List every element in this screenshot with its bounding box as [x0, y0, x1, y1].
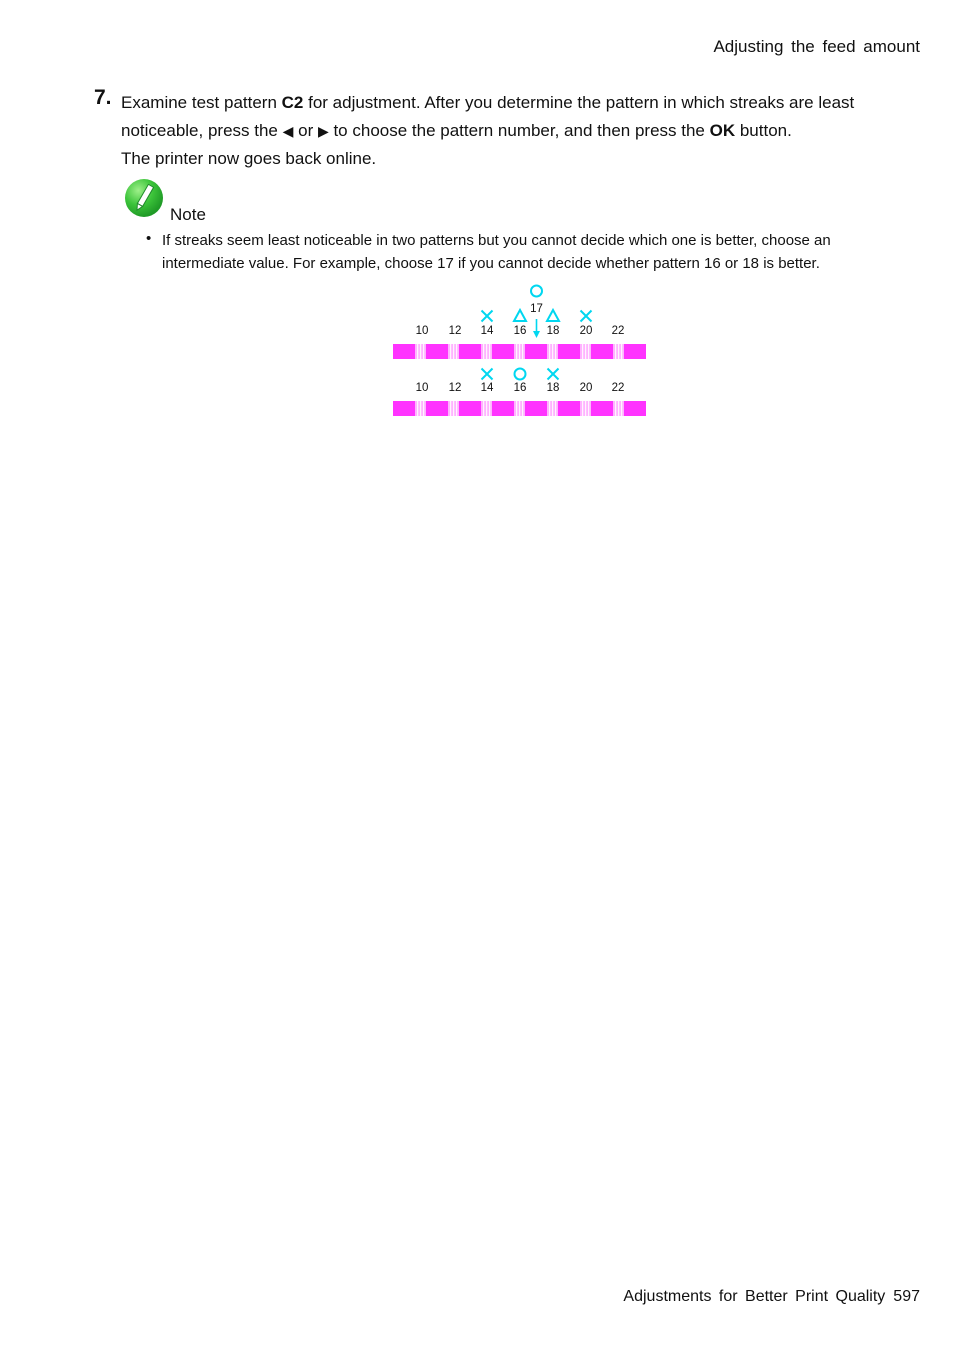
page-footer [623, 1288, 920, 1306]
page-header: Adjusting the feed amount [713, 37, 920, 56]
pattern-streak [417, 344, 418, 359]
page-number: 597 [893, 1288, 920, 1305]
pattern-streak [585, 344, 586, 359]
pattern-streak [489, 401, 490, 416]
pattern-streak [450, 401, 451, 416]
pattern-streak [420, 401, 421, 416]
pattern-streak [417, 401, 418, 416]
pattern-number-label: 18 [546, 325, 560, 337]
pattern-number-label: 14 [480, 382, 494, 394]
step-text-part: button. [735, 120, 792, 140]
pattern-number-label: 16 [513, 325, 527, 337]
right-arrow-icon: ▶ [317, 122, 329, 139]
pattern-block [492, 401, 514, 416]
pattern-streak [423, 344, 424, 359]
down-arrow-icon [533, 331, 540, 338]
ok-button-label: OK [709, 120, 736, 140]
pattern-block [558, 344, 580, 359]
cross-mark [482, 369, 493, 380]
pattern-number-label: 12 [448, 325, 462, 337]
note-label: Note [170, 205, 206, 224]
intermediate-number-label: 17 [530, 303, 543, 315]
pattern-number-label: 14 [480, 325, 494, 337]
pattern-streak [522, 401, 523, 416]
step-text-part: or [293, 120, 318, 140]
footer-section: Adjustments for Better Print Quality [623, 1288, 886, 1305]
pattern-streak [483, 344, 484, 359]
pattern-streak [585, 401, 586, 416]
pattern-block [591, 344, 613, 359]
pattern-name: C2 [281, 93, 304, 112]
pattern-streak [552, 344, 553, 359]
pattern-streak [615, 401, 616, 416]
pattern-block [591, 401, 613, 416]
pattern-streak [582, 401, 583, 416]
pattern-block [492, 344, 514, 359]
pattern-streak [621, 344, 622, 359]
pattern-streak [483, 401, 484, 416]
left-arrow-icon: ◀ [282, 122, 294, 139]
pattern-number-label: 18 [546, 382, 560, 394]
pattern-streak [519, 401, 520, 416]
pattern-number-label: 12 [448, 382, 462, 394]
pattern-streak [450, 344, 451, 359]
pattern-streak [555, 401, 556, 416]
pattern-streak [516, 401, 517, 416]
step-text-part: to choose the pattern number, and then press the [328, 120, 710, 140]
pattern-streak [648, 401, 649, 416]
step-number: 7. [94, 86, 112, 109]
pattern-block [426, 401, 448, 416]
pattern-streak [456, 344, 457, 359]
pattern-block [558, 401, 580, 416]
step-text [121, 89, 901, 173]
pattern-streak [456, 401, 457, 416]
pattern-number-label: 20 [579, 325, 593, 337]
cross-mark [548, 369, 559, 380]
pattern-block [393, 401, 415, 416]
pattern-streak [615, 344, 616, 359]
pattern-streak [549, 344, 550, 359]
pattern-streak [552, 401, 553, 416]
cross-mark [482, 311, 493, 322]
pattern-block [624, 344, 646, 359]
pattern-streak [582, 344, 583, 359]
pattern-number-label: 20 [579, 382, 593, 394]
pattern-block [426, 344, 448, 359]
pattern-number-label: 22 [611, 325, 625, 337]
pattern-streak [486, 401, 487, 416]
triangle-mark [547, 310, 559, 321]
pattern-streak [453, 344, 454, 359]
pattern-streak [453, 401, 454, 416]
pattern-streak [555, 344, 556, 359]
bullet: • [146, 230, 152, 247]
pattern-streak [516, 344, 517, 359]
pattern-streak [420, 344, 421, 359]
pattern-streak [486, 344, 487, 359]
pattern-streak [489, 344, 490, 359]
pattern-block [525, 401, 547, 416]
note-text: If streaks seem least noticeable in two patterns but you cannot decide which one is better, choose an intermediate value. For example, choose 17 if you cannot decide whether pattern 16 or 18 is better. [162, 232, 831, 272]
pattern-streak [423, 401, 424, 416]
pattern-block [624, 401, 646, 416]
triangle-mark [514, 310, 526, 321]
circle-mark [531, 286, 542, 297]
pattern-streak [588, 401, 589, 416]
step-text-part: The printer now goes back online. [121, 149, 377, 168]
pattern-number-label: 10 [415, 325, 429, 337]
pattern-streak [618, 344, 619, 359]
pattern-streak [648, 344, 649, 359]
pattern-streak [519, 344, 520, 359]
pattern-block [459, 344, 481, 359]
adjustment-pattern-figure [390, 280, 650, 422]
pattern-streak [522, 344, 523, 359]
note-pencil-icon [124, 178, 166, 220]
pattern-streak [549, 401, 550, 416]
pattern-block [525, 344, 547, 359]
cross-mark [581, 311, 592, 322]
pattern-number-label: 16 [513, 382, 527, 394]
pattern-streak [618, 401, 619, 416]
pattern-number-label: 10 [415, 382, 429, 394]
circle-mark [515, 369, 526, 380]
pattern-block [393, 344, 415, 359]
pattern-number-label: 22 [611, 382, 625, 394]
pattern-streak [588, 344, 589, 359]
pattern-block [459, 401, 481, 416]
step-text-part: for adjustment. After you determine the pattern in which streaks are least noticeable, press the [121, 93, 855, 140]
step-text-part: Examine test pattern [121, 93, 282, 112]
pattern-streak [621, 401, 622, 416]
